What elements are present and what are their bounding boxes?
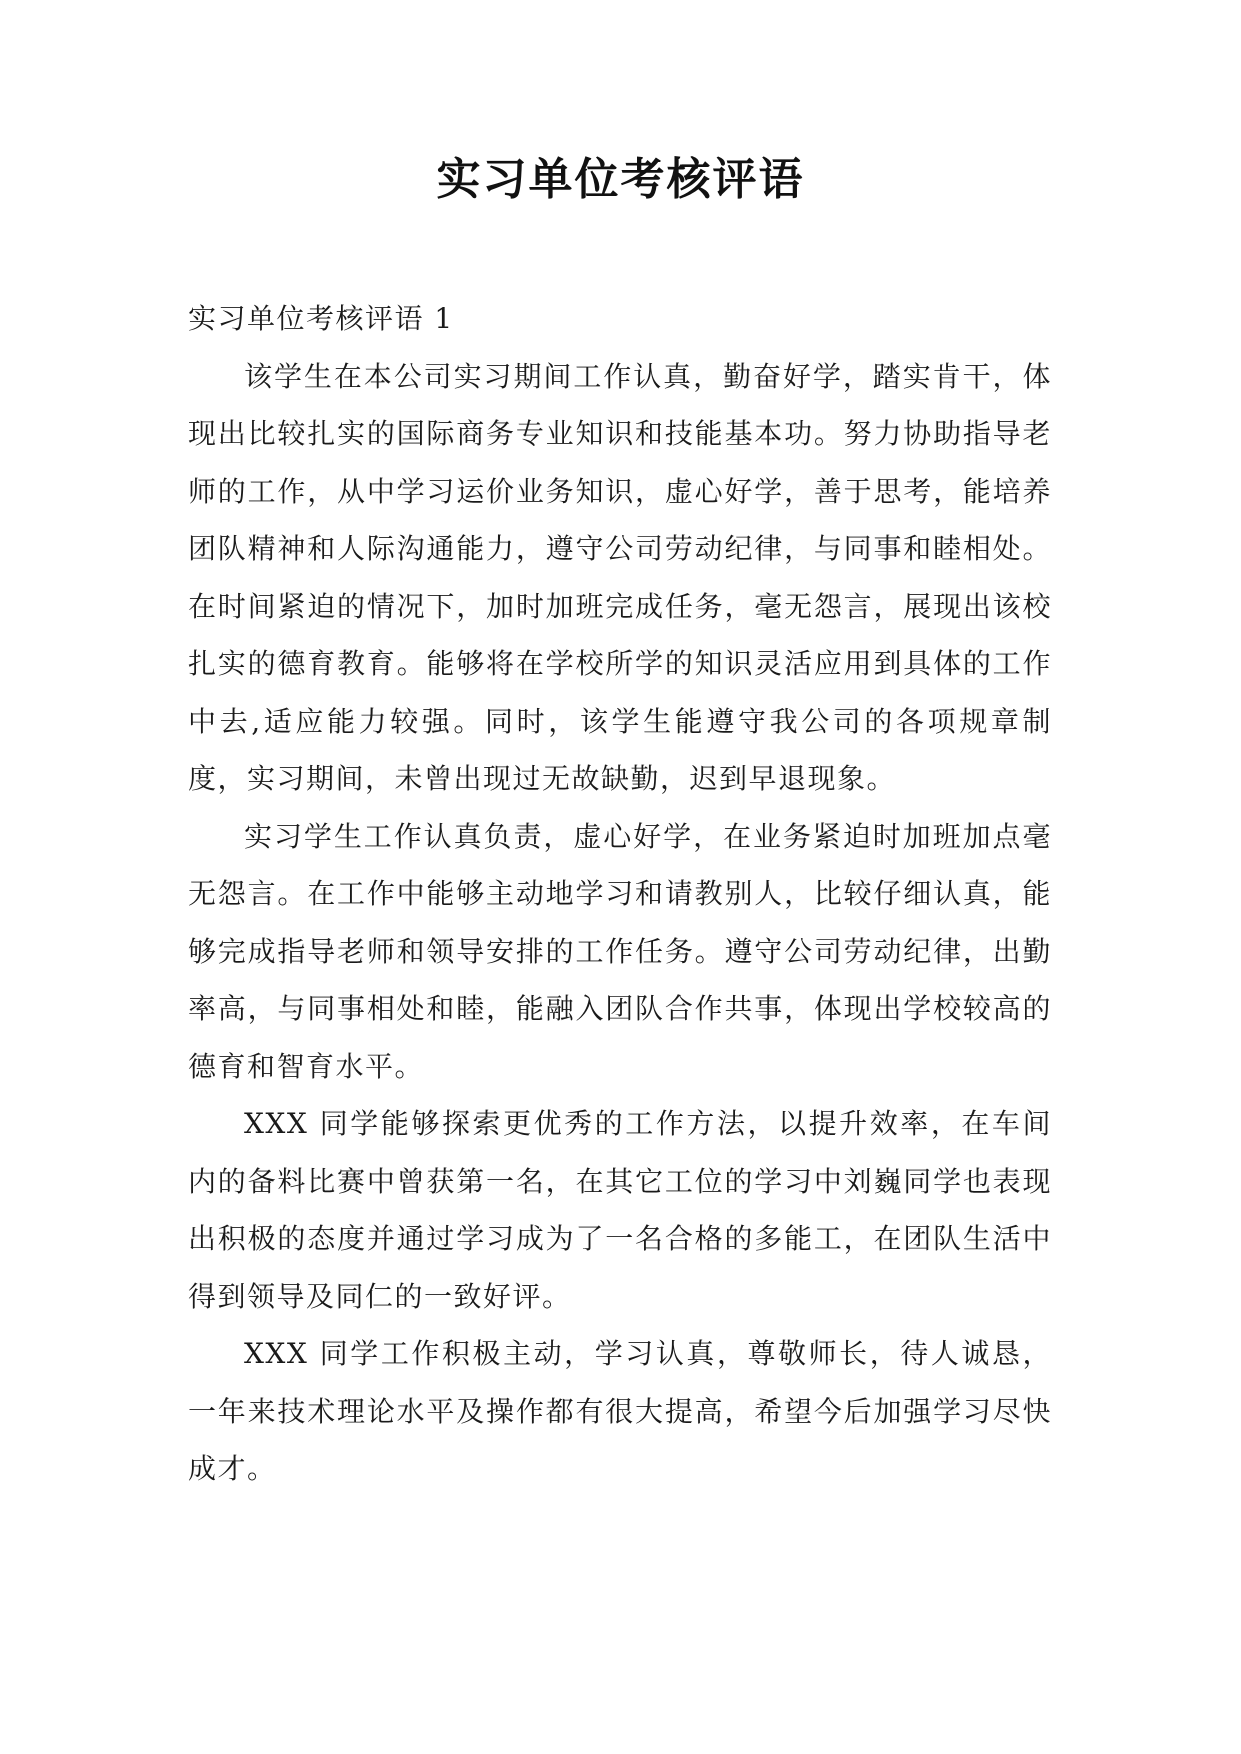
paragraph-1: 该学生在本公司实习期间工作认真，勤奋好学，踏实肯干，体现出比较扎实的国际商务专业知识和技能基本功。努力协助指导老师的工作，从中学习运价业务知识，虚心好学，善于思考，能培养团队精神和人际沟通能力，遵守公司劳动纪律，与同事和睦相处。在时间紧迫的情况下，加时加班完成任务，毫无怨言，展现出该校扎实的德育教育。能够将在学校所学的知识灵活应用到具体的工作中去,适应能力较强。同时，该学生能遵守我公司的各项规章制度，实习期间，未曾出现过无故缺勤，迟到早退现象。 bbox=[188, 359, 1052, 795]
paragraph-3: XXX 同学能够探索更优秀的工作方法，以提升效率，在车间内的备料比赛中曾获第一名，在其它工位的学习中刘巍同学也表现出积极的态度并通过学习成为了一名合格的多能工，在团队生活中得到领导及同仁的一致好评。 bbox=[188, 1107, 1052, 1313]
paragraph-2: 实习学生工作认真负责，虚心好学，在业务紧迫时加班加点毫无怨言。在工作中能够主动地学习和请教别人，比较仔细认真，能够完成指导老师和领导安排的工作任务。遵守公司劳动纪律，出勤率高，与同事相处和睦，能融入团队合作共事，体现出学校较高的德育和智育水平。 bbox=[188, 819, 1052, 1083]
section-heading: 实习单位考核评语 1 bbox=[188, 302, 454, 335]
paragraph-4: XXX 同学工作积极主动，学习认真，尊敬师长，待人诚恳，一年来技术理论水平及操作都有很大提高，希望今后加强学习尽快成才。 bbox=[188, 1337, 1052, 1485]
document-title: 实习单位考核评语 bbox=[436, 154, 805, 205]
document-body bbox=[188, 290, 1052, 1498]
